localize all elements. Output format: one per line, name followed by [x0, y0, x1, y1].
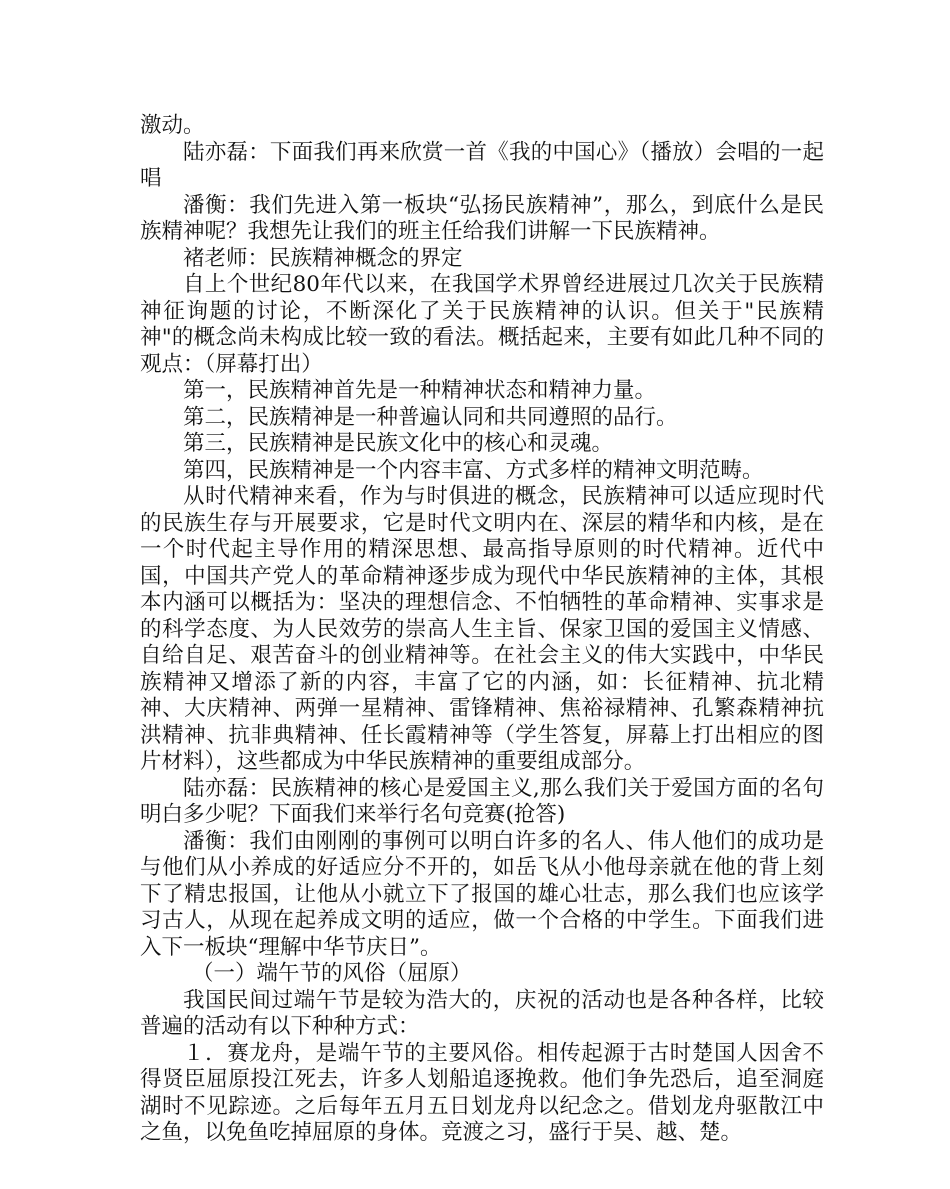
paragraph: 潘衡：我们先进入第一板块“弘扬民族精神”，那么，到底什么是民族精神呢？我想先让我们的班主任给我们讲解一下民族精神。: [140, 192, 824, 244]
paragraph: 潘衡：我们由刚刚的事例可以明白许多的名人、伟人他们的成功是与他们从小养成的好适应分不开的，如岳飞从小他母亲就在他的背上刻下了精忠报国，让他从小就立下了报国的雄心壮志，那么我们也应该学习古人，从现在起养成文明的适应，做一个合格的中学生。下面我们进入下一板块“理解中华节庆日”。: [140, 828, 824, 960]
paragraph: 激动。: [140, 113, 205, 138]
paragraph: 第四，民族精神是一个内容丰富、方式多样的精神文明范畴。: [183, 457, 764, 483]
paragraph: １．赛龙舟，是端午节的主要风俗。相传起源于古时楚国人因舍不得贤臣屈原投江死去，许多人划船追逐挽救。他们争先恐后，追至洞庭湖时不见踪迹。之后每年五月五日划龙舟以纪念之。借划龙舟驱散江中之鱼，以免鱼吃掉屈原的身体。竞渡之习，盛行于吴、越、楚。: [140, 1040, 824, 1145]
section-heading: （一）端午节的风俗（屈原）: [192, 961, 472, 986]
paragraph: 第一，民族精神首先是一种精神状态和精神力量。: [183, 378, 657, 403]
paragraph: 第三，民族精神是民族文化中的核心和灵魂。: [183, 431, 614, 456]
paragraph: 第二，民族精神是一种普遍认同和共同遵照的品行。: [183, 404, 678, 430]
paragraph: 陆亦磊：民族精神的核心是爱国主义,那么我们关于爱国方面的名句明白多少呢？下面我们来举行名句竞赛(抢答): [140, 775, 824, 827]
paragraph: 陆亦磊：下面我们再来欣赏一首《我的中国心》（播放）会唱的一起唱: [140, 139, 824, 191]
document-page: [140, 113, 824, 1147]
paragraph: 褚老师：民族精神概念的界定: [183, 245, 463, 271]
paragraph: 自上个世纪80年代以来，在我国学术界曾经进展过几次关于民族精神征询题的讨论，不断深化了关于民族精神的认识。但关于"民族精神"的概念尚未构成比较一致的看法。概括起来，主要有如此几种不同的观点：（屏幕打出）: [140, 272, 824, 377]
paragraph: 我国民间过端午节是较为浩大的，庆祝的活动也是各种各样，比较普遍的活动有以下种种方式：: [140, 987, 824, 1039]
paragraph: 从时代精神来看，作为与时俱进的概念，民族精神可以适应现时代的民族生存与开展要求，它是时代文明内在、深层的精华和内核，是在一个时代起主导作用的精深思想、最高指导原则的时代精神。近代中国，中国共产党人的革命精神逐步成为现代中华民族精神的主体，其根本内涵可以概括为：坚决的理想信念、不怕牺牲的革命精神、实事求是的科学态度、为人民效劳的崇高人生主旨、保家卫国的爱国主义情感、自给自足、艰苦奋斗的创业精神等。在社会主义的伟大实践中，中华民族精神又增添了新的内容，丰富了它的内涵，如：长征精神、抗北精神、大庆精神、两弹一星精神、雷锋精神、焦裕禄精神、孔繁森精神抗洪精神、抗非典精神、任长霞精神等（学生答复，屏幕上打出相应的图片材料），这些都成为中华民族精神的重要组成部分。: [140, 484, 824, 774]
